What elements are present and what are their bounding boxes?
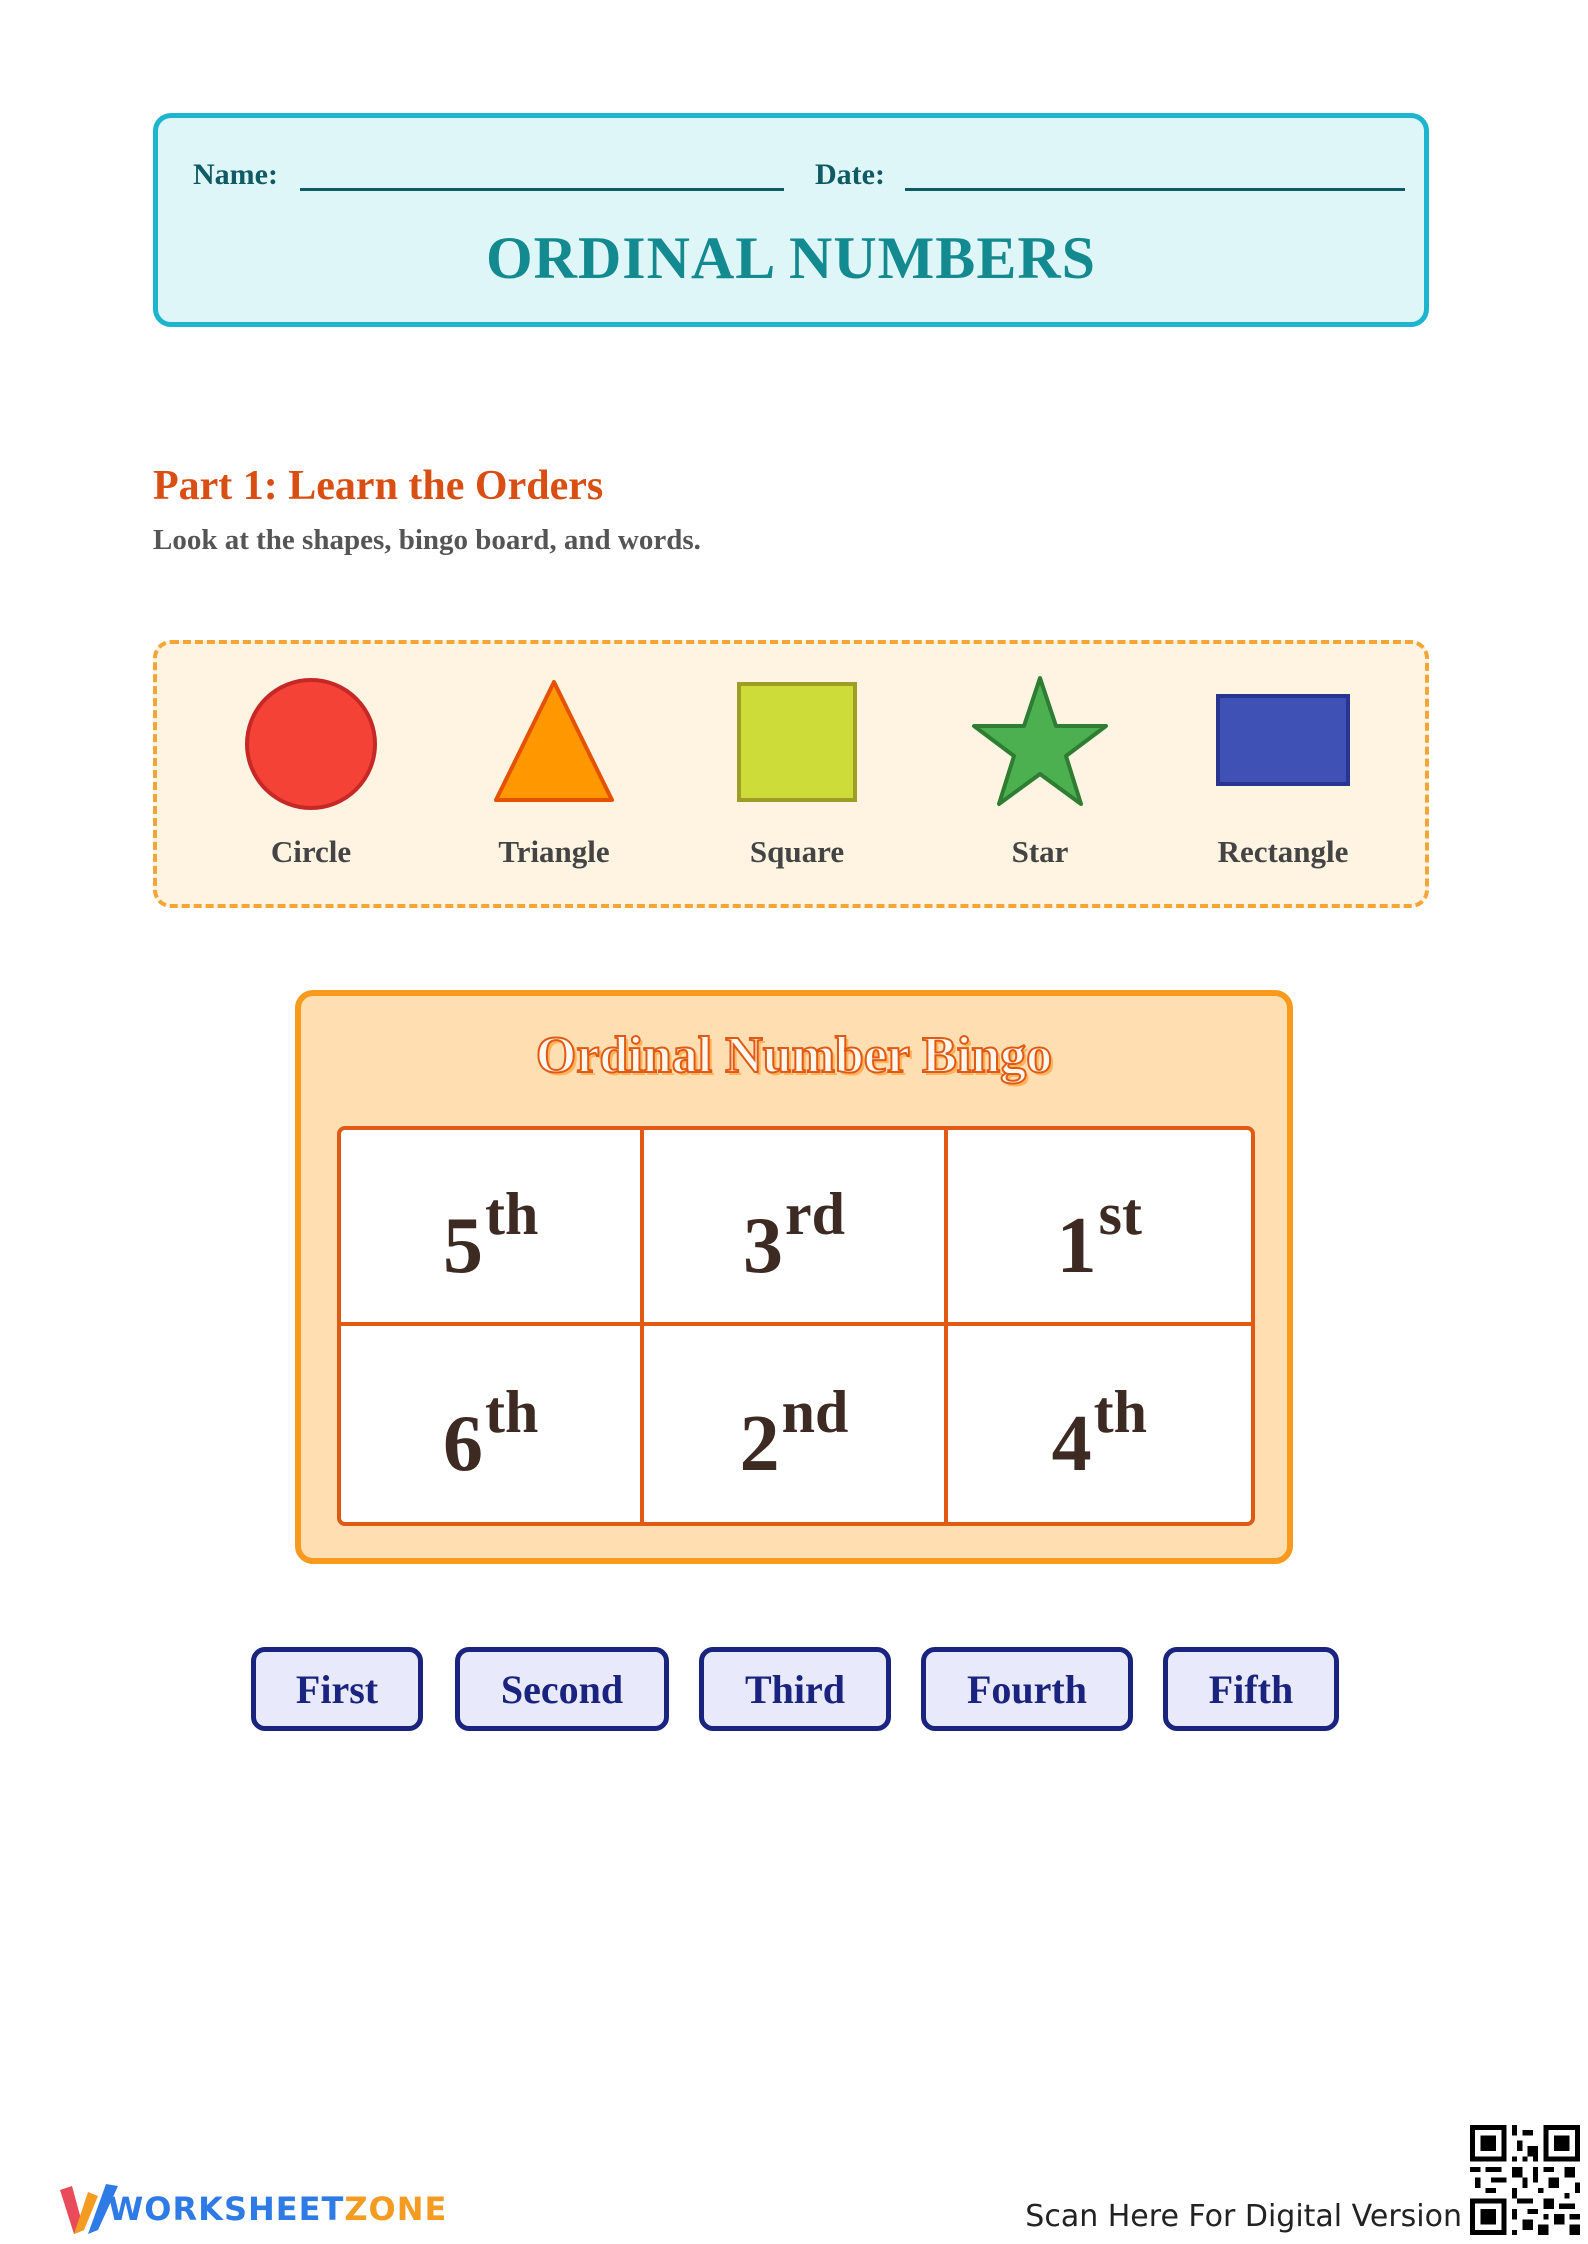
- part-instructions: Look at the shapes, bingo board, and words.: [153, 524, 701, 556]
- ordinal-number: 3: [742, 1202, 783, 1290]
- shape-label: Rectangle: [1217, 834, 1349, 869]
- circle-icon: [241, 674, 381, 814]
- bingo-cell[interactable]: [341, 1326, 644, 1522]
- star-icon: [970, 674, 1110, 814]
- name-field[interactable]: [300, 188, 784, 191]
- qr-code-icon[interactable]: [1470, 2125, 1580, 2235]
- bingo-board: [295, 990, 1293, 1564]
- shape-item-circle: [201, 674, 421, 894]
- ordinal-number: 2: [739, 1400, 780, 1488]
- date-field[interactable]: [905, 188, 1405, 191]
- shape-label: Star: [1011, 834, 1069, 869]
- ordinal-suffix: th: [484, 1181, 539, 1247]
- page-title: ORDINAL NUMBERS: [485, 225, 1097, 291]
- ordinal-number: 1: [1056, 1202, 1097, 1290]
- ordinal-suffix: th: [484, 1379, 539, 1445]
- word-button-first[interactable]: First: [251, 1647, 423, 1731]
- shape-item-star: [930, 674, 1150, 894]
- part-title: Part 1: Learn the Orders: [153, 463, 604, 509]
- shape-item-triangle: [444, 674, 664, 894]
- bingo-cell[interactable]: [948, 1130, 1251, 1326]
- brand-name: [108, 2190, 447, 2228]
- ordinal-suffix: th: [1093, 1379, 1147, 1445]
- name-label: Name:: [193, 158, 278, 191]
- ordinal-number: 5: [442, 1202, 483, 1290]
- word-button-fifth[interactable]: Fifth: [1163, 1647, 1339, 1731]
- bingo-cell[interactable]: [644, 1326, 947, 1522]
- shape-label: Triangle: [498, 834, 610, 869]
- bingo-cell[interactable]: [341, 1130, 644, 1326]
- date-label: Date:: [815, 158, 885, 191]
- bingo-title: Ordinal Number Bingo: [535, 1027, 1053, 1084]
- bingo-cell[interactable]: [644, 1130, 947, 1326]
- shape-label: Square: [749, 834, 845, 869]
- word-button-second[interactable]: Second: [455, 1647, 669, 1731]
- shape-item-rectangle: [1173, 674, 1393, 894]
- ordinal-number: 4: [1051, 1400, 1092, 1488]
- ordinal-suffix: st: [1098, 1181, 1142, 1247]
- bingo-grid: [337, 1126, 1255, 1526]
- word-button-third[interactable]: Third: [699, 1647, 891, 1731]
- header-box: [153, 113, 1429, 327]
- ordinal-suffix: nd: [781, 1379, 849, 1445]
- shapes-box: [153, 640, 1429, 908]
- word-button-fourth[interactable]: Fourth: [921, 1647, 1133, 1731]
- ordinal-number: 6: [442, 1400, 483, 1488]
- shape-item-square: [687, 674, 907, 894]
- bingo-cell[interactable]: [948, 1326, 1251, 1522]
- brand-part2: ZONE: [344, 2190, 448, 2228]
- ordinal-suffix: rd: [784, 1181, 845, 1247]
- triangle-icon: [484, 674, 624, 814]
- brand-part1: WORKSHEET: [108, 2190, 345, 2228]
- scan-text: Scan Here For Digital Version: [1025, 2199, 1462, 2234]
- rectangle-icon: [1213, 674, 1353, 814]
- square-icon: [727, 674, 867, 814]
- shape-label: Circle: [270, 834, 352, 869]
